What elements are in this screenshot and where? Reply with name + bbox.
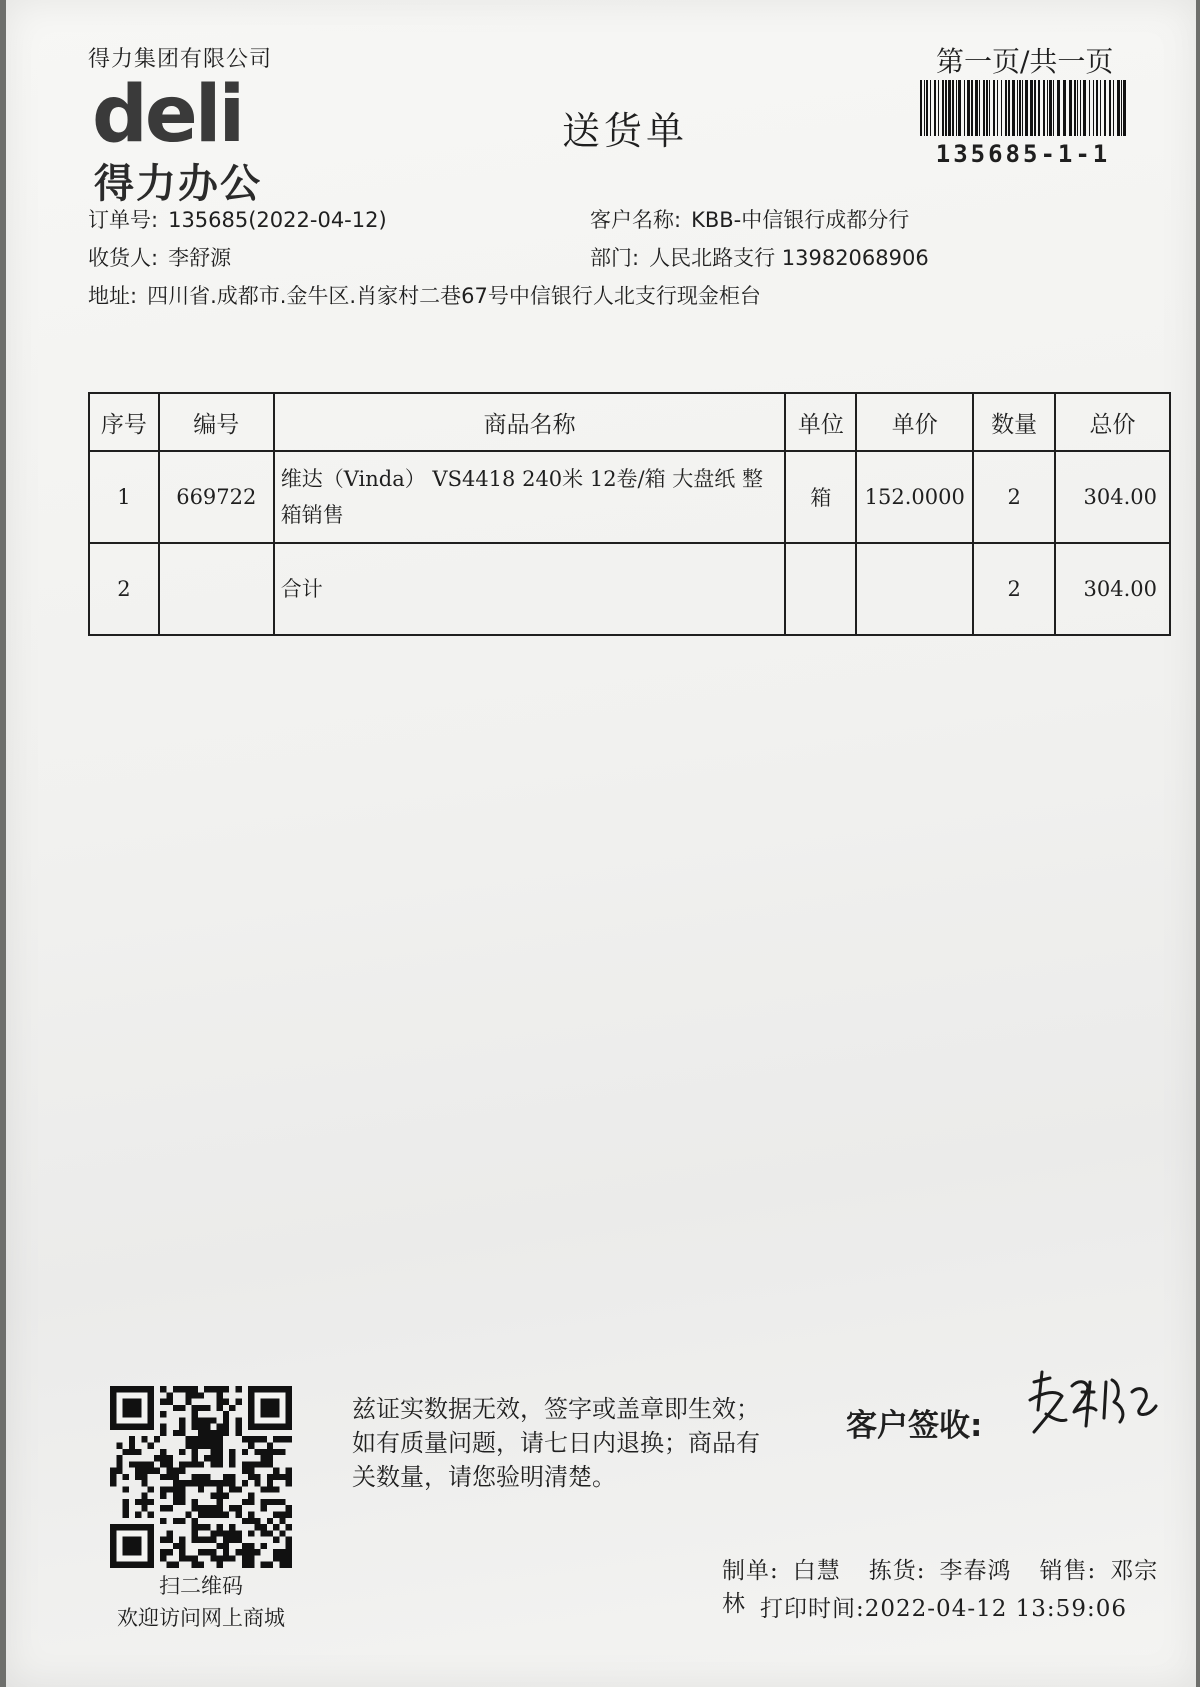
- cell-product-name: 合计: [274, 543, 786, 635]
- sales-field: 销售: 邓宗林: [722, 1558, 1159, 1617]
- customer-sign-label: 客户签收:: [846, 1408, 983, 1444]
- header-total: 总价: [1055, 393, 1170, 451]
- sales-value: 邓宗林: [722, 1558, 1159, 1617]
- qr-code-icon: [110, 1386, 292, 1568]
- customer-label: 客户名称:: [590, 208, 682, 232]
- header-code: 编号: [159, 393, 274, 451]
- cell-product-name: 维达（Vinda） VS4418 240米 12卷/箱 大盘纸 整箱销售: [274, 451, 786, 543]
- cell-total: 304.00: [1055, 543, 1170, 635]
- notice-text: 兹证实数据无效，签字或盖章即生效；如有质量问题，请七日内退换；商品有关数量，请您验明清楚。: [352, 1395, 760, 1491]
- cell-unit-price: [856, 543, 973, 635]
- cell-unit: 箱: [785, 451, 856, 543]
- cell-seq: 1: [89, 451, 159, 543]
- header-quantity: 数量: [973, 393, 1055, 451]
- address-row: [88, 280, 761, 310]
- table-header-row: [89, 393, 1170, 451]
- receiver-row: [88, 242, 231, 272]
- cell-code: [159, 543, 274, 635]
- cell-quantity: 2: [973, 451, 1055, 543]
- table-row: [89, 451, 1170, 543]
- cell-unit: [785, 543, 856, 635]
- customer-row: [590, 204, 909, 234]
- address-label: 地址:: [88, 284, 138, 308]
- cell-seq: 2: [89, 543, 159, 635]
- receiver-value: 李舒源: [168, 246, 232, 270]
- cell-quantity: 2: [973, 543, 1055, 635]
- receiver-label: 收货人:: [88, 246, 159, 270]
- deli-logo: deli: [92, 70, 243, 160]
- barcode-number: 135685-1-1: [935, 140, 1111, 168]
- department-label: 部门:: [590, 246, 640, 270]
- page-info: 第一页/共一页: [936, 45, 1114, 78]
- customer-value: KBB-中信银行成都分行: [691, 208, 910, 232]
- print-time-value: 2022-04-12 13:59:06: [864, 1596, 1127, 1622]
- qr-caption-welcome: 欢迎访问网上商城: [117, 1606, 285, 1630]
- print-time-row: [760, 1590, 1127, 1623]
- order-number-row: [88, 204, 387, 234]
- items-table: [88, 392, 1171, 636]
- department-row: [590, 242, 929, 272]
- deli-logo-cn: 得力办公: [94, 161, 262, 207]
- picker-field: 拣货: 李春鸿: [868, 1558, 1012, 1584]
- table-row: [89, 543, 1170, 635]
- header-unit-price: 单价: [856, 393, 973, 451]
- print-time-label: 打印时间:: [760, 1596, 865, 1622]
- address-value: 四川省.成都市.金牛区.肖家村二巷67号中信银行人北支行现金柜台: [147, 284, 761, 308]
- company-name: 得力集团有限公司: [88, 47, 273, 72]
- order-number-label: 订单号:: [88, 208, 159, 232]
- header-product-name: 商品名称: [274, 393, 786, 451]
- cell-code: 669722: [159, 451, 274, 543]
- order-number-value: 135685(2022-04-12): [168, 208, 387, 232]
- maker-field: 制单: 白慧: [722, 1558, 841, 1584]
- picker-value: 李春鸿: [939, 1558, 1012, 1584]
- delivery-note-paper: [6, 0, 1196, 1687]
- department-value: 人民北路支行 13982068906: [649, 246, 929, 270]
- header-unit: 单位: [785, 393, 856, 451]
- signature-handwriting: [1016, 1362, 1166, 1452]
- qr-caption-scan: 扫二维码: [159, 1574, 243, 1598]
- barcode-icon: [918, 80, 1128, 136]
- maker-value: 白慧: [792, 1558, 841, 1584]
- cell-unit-price: 152.0000: [856, 451, 973, 543]
- cell-total: 304.00: [1055, 451, 1170, 543]
- header-seq: 序号: [89, 393, 159, 451]
- document-title: 送货单: [562, 109, 689, 153]
